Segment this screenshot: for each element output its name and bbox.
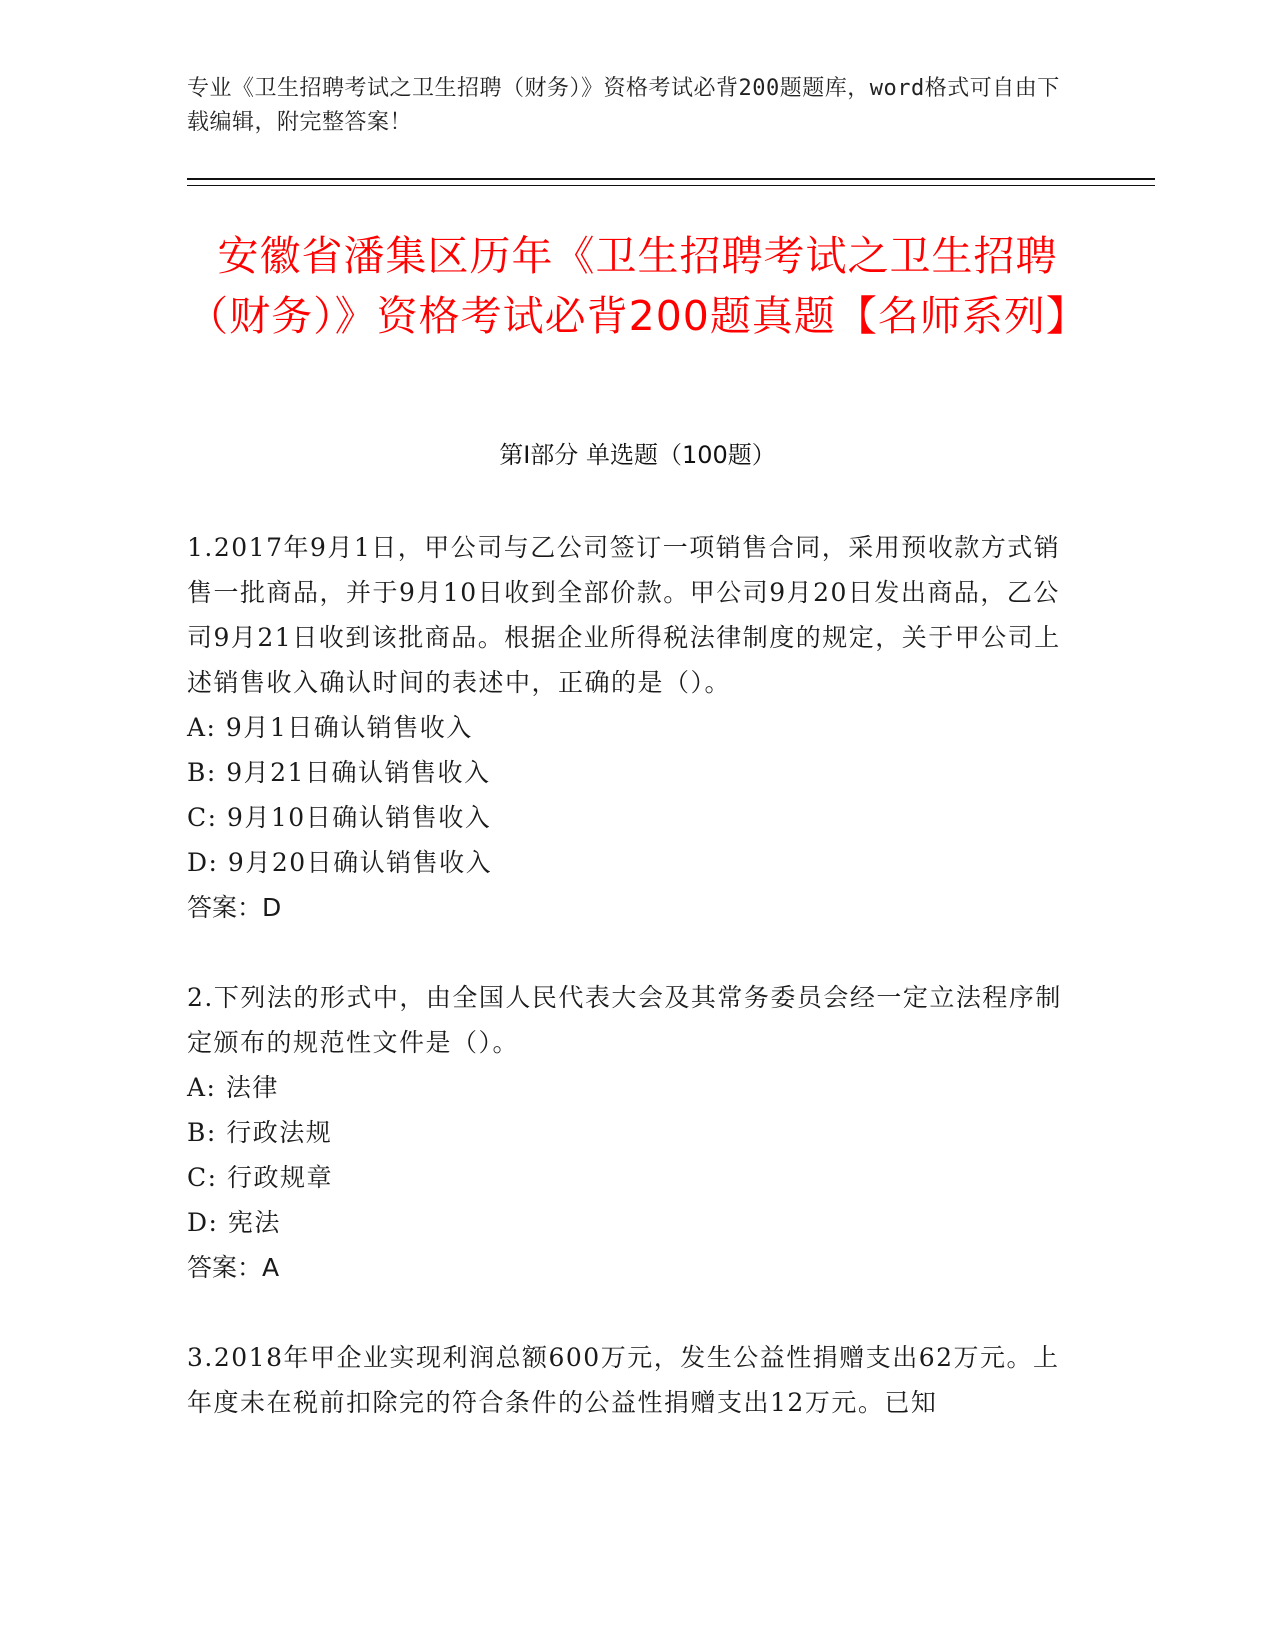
header-divider-thick [187, 178, 1155, 180]
question-option-b: B: 9月21日确认销售收入 [187, 758, 491, 787]
question-option-a: A: 法律 [187, 1073, 279, 1102]
question-option-c: C: 9月10日确认销售收入 [187, 803, 492, 832]
question-item [187, 975, 1077, 1290]
question-item [187, 1335, 1077, 1425]
question-stem: 1.2017年9月1日，甲公司与乙公司签订一项销售合同，采用预收款方式销售一批商品，并于9月10日收到全部价款。甲公司9月20日发出商品，乙公司9月21日收到该批商品。根据企业所得税法律制度的规定，关于甲公司上述销售收入确认时间的表述中，正确的是（）。 [187, 533, 1061, 697]
section-title: 第I部分 单选题（100题） [499, 441, 776, 469]
question-option-b: B: 行政法规 [187, 1118, 333, 1147]
question-answer: 答案：D [187, 893, 282, 922]
document-title: 安徽省潘集区历年《卫生招聘考试之卫生招聘（财务）》资格考试必背200题真题【名师系列】 [187, 232, 1088, 340]
header-divider-thin [187, 185, 1155, 186]
question-stem: 2.下列法的形式中，由全国人民代表大会及其常务委员会经一定立法程序制定颁布的规范性文件是（）。 [187, 983, 1062, 1057]
question-list [187, 525, 1077, 1470]
question-option-c: C: 行政规章 [187, 1163, 333, 1192]
question-answer: 答案：A [187, 1253, 280, 1282]
header-note: 专业《卫生招聘考试之卫生招聘（财务）》资格考试必背200题题库，word格式可自由下载编辑，附完整答案！ [187, 76, 1060, 135]
question-item [187, 525, 1077, 930]
question-stem: 3.2018年甲企业实现利润总额600万元，发生公益性捐赠支出62万元。上年度未在税前扣除完的符合条件的公益性捐赠支出12万元。已知 [187, 1343, 1060, 1417]
question-option-d: D: 9月20日确认销售收入 [187, 848, 493, 877]
question-option-d: D: 宪法 [187, 1208, 281, 1237]
question-option-a: A: 9月1日确认销售收入 [187, 713, 473, 742]
